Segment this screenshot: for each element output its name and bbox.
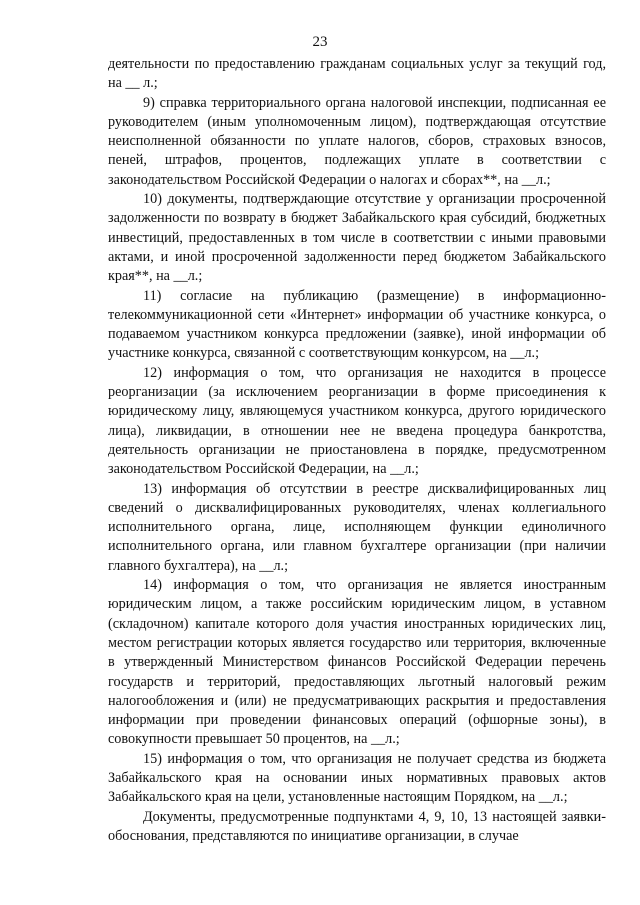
paragraph-item-10: 10) документы, подтверждающие отсутствие у организации просроченной задолженности по возврату в бюджет Забайкальского края субсидий, бюджетных инвестиций, предоставленных в том числе в соответствии с иными правовыми актами, и иной просроченной задолженности перед бюджетом Забайкальского края**, на __л.; (108, 191, 606, 285)
paragraph-item-9: 9) справка территориального органа налоговой инспекции, подписанная ее руководителем (иным уполномоченным лицом), подтверждающая отсутствие неисполненной обязанности по уплате налогов, сборов, страховых взносов, пеней, штрафов, процентов, подлежащих уплате в соответствии с законодательством Российской Федерации о налогах и сборах**, на __л.; (108, 94, 606, 188)
page-number: 23 (312, 34, 328, 50)
paragraph-documents-note: Документы, предусмотренные подпунктами 4, 9, 10, 13 настоящей заявки-обоснования, представляются по инициативе организации, в случае (108, 808, 606, 844)
paragraph-item-12: 12) информация о том, что организация не находится в процессе реорганизации (за исключением реорганизации в форме присоединения к юридическому лицу, являющемуся участником конкурса, другого юридического лица), ликвидации, в отношении нее не введена процедура банкротства, деятельность организации не приостановлена в порядке, предусмотренном законодательством Российской Федерации, на __л.; (108, 364, 606, 478)
paragraph-item-11: 11) согласие на публикацию (размещение) в информационно-телекоммуникационной сети «Интернет» информации об участнике конкурса, о подаваемом участником конкурса предложении (заявке), иной информации об участнике конкурса, связанной с соответствующим конкурсом, на __л.; (108, 287, 606, 362)
paragraph-continuation: деятельности по предоставлению гражданам социальных услуг за текущий год, на __ л.; (108, 56, 606, 92)
paragraph-item-14: 14) информация о том, что организация не является иностранным юридическим лицом, а также российским юридическим лицом, в уставном (складочном) капитале которого доля участия иностранных юридических лиц, местом регистрации которых является государство или территория, включенные в утвержденный Министерством финансов Российской Федерации перечень государств и территорий, предоставляющих льготный налоговый режим налогообложения и (или) не предусматривающих раскрытия и предоставления информации при проведении финансовых операций (офшорные зоны), в совокупности превышает 50 процентов, на __л.; (108, 577, 606, 748)
paragraph-item-13: 13) информация об отсутствии в реестре дисквалифицированных лиц сведений о дисквалифицированных руководителях, членах коллегиального исполнительного органа, лице, исполняющем функции единоличного исполнительного органа, или главном бухгалтере организации (при наличии главного бухгалтера), на __л.; (108, 480, 606, 574)
paragraph-item-15: 15) информация о том, что организация не получает средства из бюджета Забайкальского края на основании иных нормативных правовых актов Забайкальского края на цели, установленные настоящим Порядком, на __л.; (108, 750, 606, 806)
document-body (108, 55, 606, 846)
